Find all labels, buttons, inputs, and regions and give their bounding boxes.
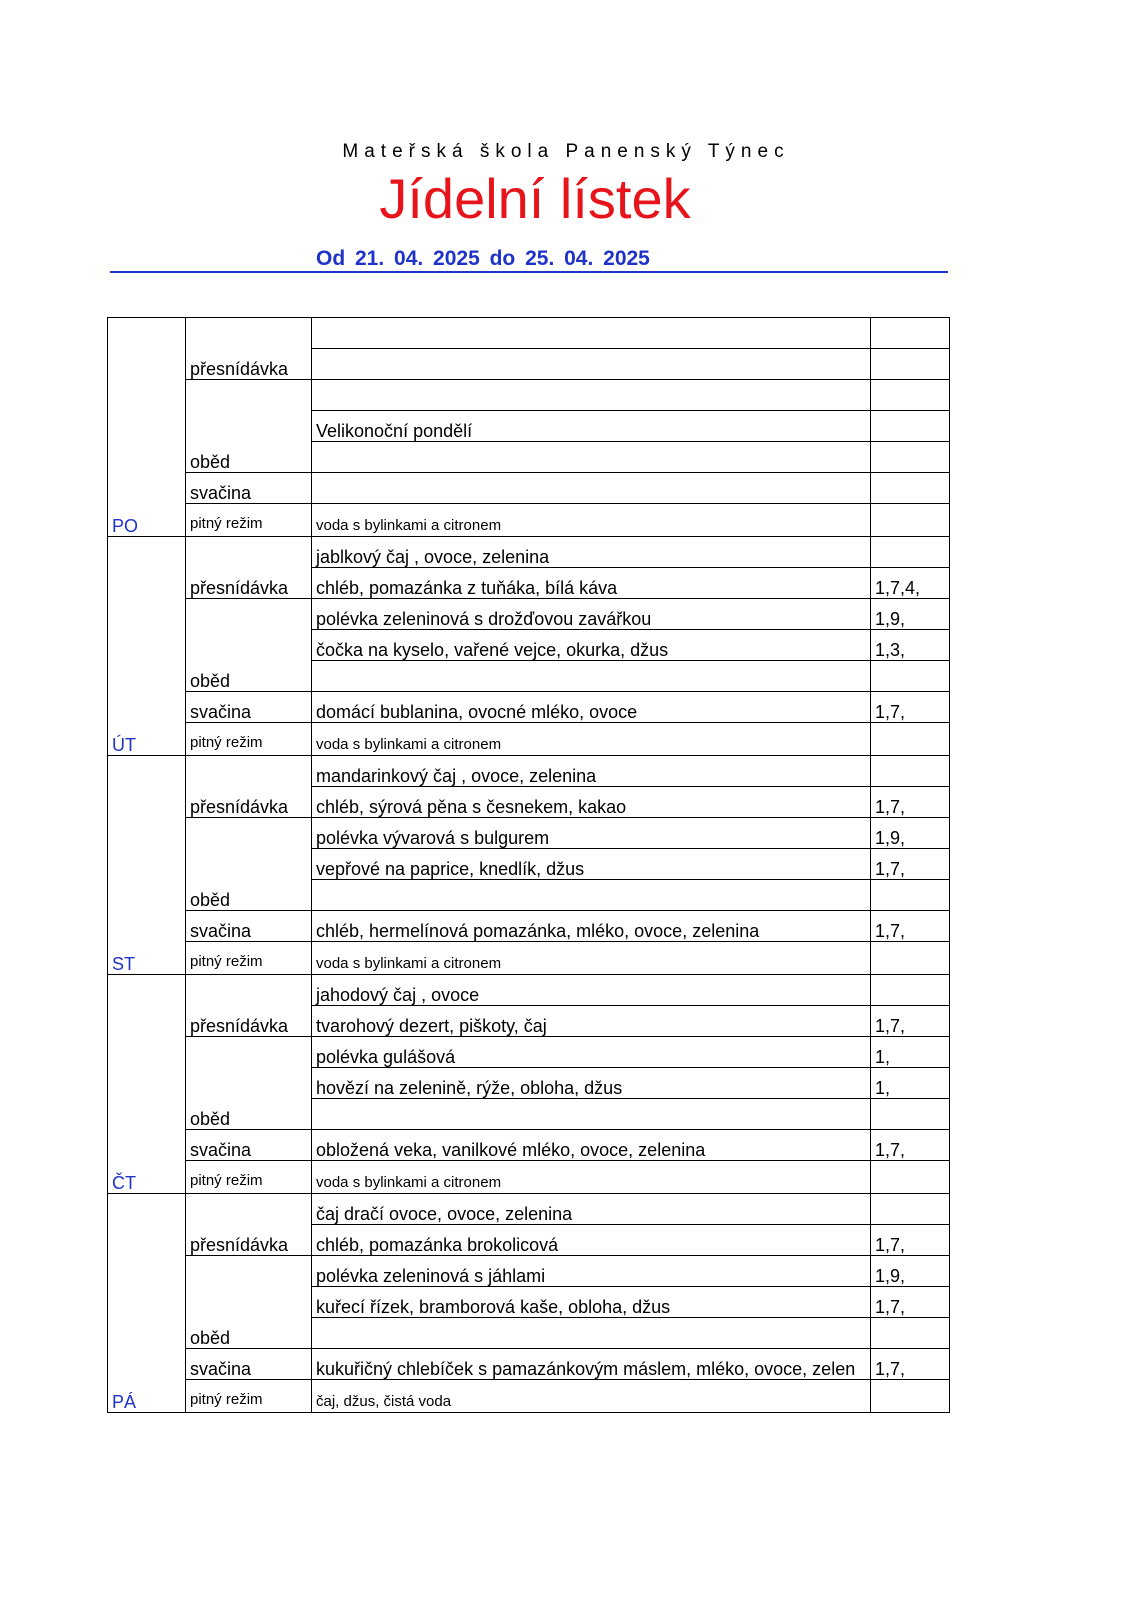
page-title: Jídelní lístek <box>379 167 691 230</box>
allergen-codes <box>871 1194 950 1225</box>
food-item <box>312 1099 871 1130</box>
food-item: chléb, pomazánka brokolicová <box>312 1225 871 1256</box>
allergen-codes: 1,7, <box>871 1287 950 1318</box>
allergen-codes <box>871 756 950 787</box>
food-item <box>312 473 871 504</box>
allergen-codes: 1,3, <box>871 630 950 661</box>
menu-row <box>108 1194 950 1225</box>
food-item: kuřecí řízek, bramborová kaše, obloha, džus <box>312 1287 871 1318</box>
allergen-codes <box>871 442 950 473</box>
meal-label: svačina <box>186 692 312 723</box>
allergen-codes <box>871 473 950 504</box>
food-item: chléb, pomazánka z tuňáka, bílá káva <box>312 568 871 599</box>
food-item <box>312 880 871 911</box>
food-item: jablkový čaj , ovoce, zelenina <box>312 537 871 568</box>
food-item: chléb, hermelínová pomazánka, mléko, ovoce, zelenina <box>312 911 871 942</box>
menu-row <box>108 975 950 1006</box>
food-item: voda s bylinkami a citronem <box>312 1161 871 1194</box>
allergen-codes: 1,7, <box>871 1130 950 1161</box>
food-item: obložená veka, vanilkové mléko, ovoce, zelenina <box>312 1130 871 1161</box>
food-item: voda s bylinkami a citronem <box>312 942 871 975</box>
menu-row <box>108 1130 950 1161</box>
menu-row <box>108 723 950 756</box>
meal-label: svačina <box>186 1349 312 1380</box>
food-item: polévka vývarová s bulgurem <box>312 818 871 849</box>
meal-label: přesnídávka <box>186 318 312 380</box>
food-item: kukuřičný chlebíček s pamazánkovým máslem, mléko, ovoce, zelen <box>312 1349 871 1380</box>
allergen-codes: 1,7, <box>871 1349 950 1380</box>
allergen-codes <box>871 411 950 442</box>
allergen-codes: 1,9, <box>871 818 950 849</box>
menu-row <box>108 1037 950 1068</box>
allergen-codes: 1,7, <box>871 1006 950 1037</box>
food-item: voda s bylinkami a citronem <box>312 723 871 756</box>
date-range-line <box>110 245 948 273</box>
menu-row <box>108 318 950 349</box>
food-item: vepřové na paprice, knedlík, džus <box>312 849 871 880</box>
allergen-codes <box>871 975 950 1006</box>
meal-label: svačina <box>186 911 312 942</box>
meal-label: oběd <box>186 380 312 473</box>
food-item <box>312 349 871 380</box>
meal-label: oběd <box>186 599 312 692</box>
food-item: domácí bublanina, ovocné mléko, ovoce <box>312 692 871 723</box>
menu-row <box>108 473 950 504</box>
allergen-codes: 1,7, <box>871 849 950 880</box>
allergen-codes: 1,9, <box>871 1256 950 1287</box>
menu-row <box>108 1349 950 1380</box>
food-item: čočka na kyselo, vařené vejce, okurka, džus <box>312 630 871 661</box>
food-item: hovězí na zelenině, rýže, obloha, džus <box>312 1068 871 1099</box>
meal-label: oběd <box>186 1256 312 1349</box>
meal-label: svačina <box>186 1130 312 1161</box>
food-item: chléb, sýrová pěna s česnekem, kakao <box>312 787 871 818</box>
menu-row <box>108 911 950 942</box>
day-label: PO <box>108 318 186 537</box>
menu-row <box>108 599 950 630</box>
meal-label: pitný režim <box>186 723 312 756</box>
menu-row <box>108 537 950 568</box>
food-item <box>312 318 871 349</box>
meal-label: pitný režim <box>186 504 312 537</box>
allergen-codes: 1,9, <box>871 599 950 630</box>
menu-body <box>108 318 950 1413</box>
menu-row <box>108 1161 950 1194</box>
food-item: čaj dračí ovoce, ovoce, zelenina <box>312 1194 871 1225</box>
meal-label: pitný režim <box>186 1380 312 1413</box>
menu-row <box>108 818 950 849</box>
allergen-codes <box>871 380 950 411</box>
food-item <box>312 380 871 411</box>
menu-row <box>108 1256 950 1287</box>
food-item: polévka zeleninová s drožďovou zavářkou <box>312 599 871 630</box>
meal-label: přesnídávka <box>186 975 312 1037</box>
allergen-codes <box>871 1380 950 1413</box>
meal-label: oběd <box>186 1037 312 1130</box>
menu-row <box>108 756 950 787</box>
day-label: PÁ <box>108 1194 186 1413</box>
menu-row <box>108 380 950 411</box>
day-label: ÚT <box>108 537 186 756</box>
food-item: voda s bylinkami a citronem <box>312 504 871 537</box>
food-item: tvarohový dezert, piškoty, čaj <box>312 1006 871 1037</box>
food-item: mandarinkový čaj , ovoce, zelenina <box>312 756 871 787</box>
allergen-codes <box>871 1099 950 1130</box>
meal-label: pitný režim <box>186 942 312 975</box>
day-label: ČT <box>108 975 186 1194</box>
meal-label: přesnídávka <box>186 537 312 599</box>
allergen-codes <box>871 1161 950 1194</box>
food-item: jahodový čaj , ovoce <box>312 975 871 1006</box>
allergen-codes: 1,7, <box>871 692 950 723</box>
allergen-codes <box>871 349 950 380</box>
menu-row <box>108 1380 950 1413</box>
day-label: ST <box>108 756 186 975</box>
food-item: polévka zeleninová s jáhlami <box>312 1256 871 1287</box>
food-item <box>312 442 871 473</box>
menu-row <box>108 692 950 723</box>
school-name: Mateřská škola Panenský Týnec <box>342 141 790 162</box>
meal-label: oběd <box>186 818 312 911</box>
allergen-codes <box>871 318 950 349</box>
allergen-codes <box>871 723 950 756</box>
date-range: Od 21. 04. 2025 do 25. 04. 2025 <box>316 247 650 270</box>
menu-row <box>108 942 950 975</box>
meal-label: přesnídávka <box>186 1194 312 1256</box>
allergen-codes <box>871 537 950 568</box>
allergen-codes: 1, <box>871 1037 950 1068</box>
allergen-codes: 1,7,4, <box>871 568 950 599</box>
meal-label: přesnídávka <box>186 756 312 818</box>
food-item: polévka gulášová <box>312 1037 871 1068</box>
meal-label: svačina <box>186 473 312 504</box>
menu-table <box>107 317 950 1413</box>
allergen-codes <box>871 1318 950 1349</box>
food-item <box>312 661 871 692</box>
allergen-codes: 1,7, <box>871 1225 950 1256</box>
menu-row <box>108 504 950 537</box>
food-item: Velikonoční pondělí <box>312 411 871 442</box>
food-item: čaj, džus, čistá voda <box>312 1380 871 1413</box>
allergen-codes <box>871 661 950 692</box>
allergen-codes <box>871 504 950 537</box>
allergen-codes <box>871 880 950 911</box>
food-item <box>312 1318 871 1349</box>
allergen-codes: 1,7, <box>871 911 950 942</box>
allergen-codes <box>871 942 950 975</box>
meal-label: pitný režim <box>186 1161 312 1194</box>
allergen-codes: 1, <box>871 1068 950 1099</box>
allergen-codes: 1,7, <box>871 787 950 818</box>
